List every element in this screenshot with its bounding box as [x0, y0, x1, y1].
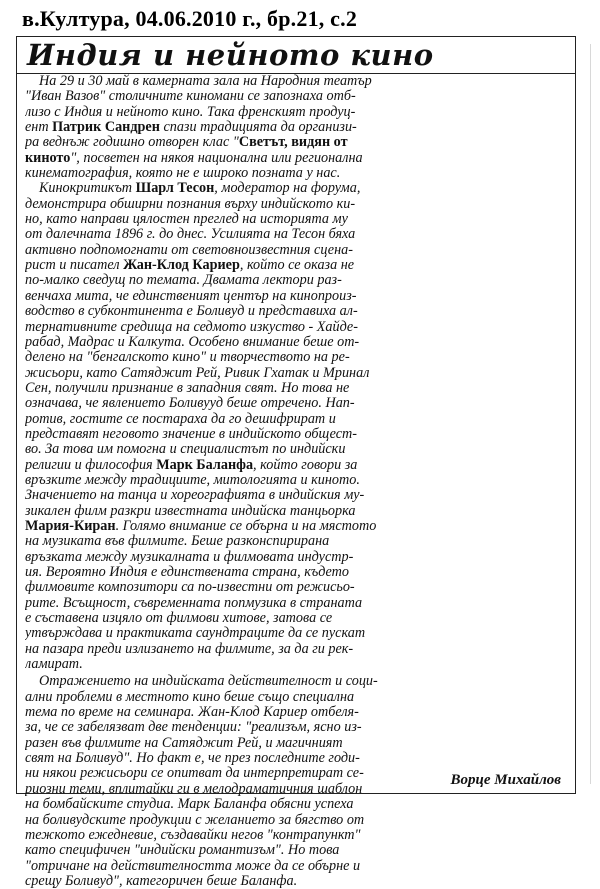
- line-text: водство в субконтинента е Боливуд и представиха ал-: [25, 304, 358, 320]
- article-line: [25, 565, 567, 580]
- line-text: връзката между музикалната и филмовата индустр-: [25, 549, 354, 565]
- article-line: [25, 797, 567, 812]
- line-text: демонстрира обширни познания върху индийското ки-: [25, 196, 356, 212]
- article-line: [25, 674, 567, 689]
- line-text: рите. Всъщност, съвременната попмузика в страната: [25, 595, 363, 611]
- line-text: утвърждава и практиката саундтраците да се пускат: [25, 626, 366, 642]
- article-line: [25, 381, 567, 396]
- article-line: [25, 611, 567, 626]
- article-line: [25, 105, 567, 120]
- line-text: рист и писател: [25, 258, 124, 274]
- line-text: ент: [25, 120, 53, 136]
- line-text: филмовите композитори са по-известни от режисьо-: [25, 580, 355, 596]
- article-line: [25, 504, 567, 519]
- line-text: ни някои режисьори се опитват да интерпретират се-: [25, 766, 364, 782]
- line-text: "Иван Вазов" столичните киномани се запознаха отб-: [25, 89, 356, 105]
- article-line: [25, 135, 567, 150]
- article-line: [25, 642, 567, 657]
- line-text: е съставена изцяло от филмови хитове, затова се: [25, 611, 333, 627]
- author-signature: Ворце Михайлов: [450, 772, 561, 788]
- line-text: ", посветен на някоя национална или регионална: [70, 150, 363, 166]
- article-line: [25, 197, 567, 212]
- article-line: [25, 442, 567, 457]
- article-line: [25, 550, 567, 565]
- line-text: риозни теми, вплитайки ги в мелодраматичния шаблон: [25, 781, 363, 797]
- line-text: на боливудските продукции с желанието за бягство от: [25, 812, 365, 828]
- article-line: [25, 350, 567, 365]
- line-text: делено на "бенгалското кино" и творчеството на ре-: [25, 350, 350, 366]
- article-line: [25, 74, 567, 89]
- line-text: , който говори за: [253, 457, 358, 473]
- article-line: [25, 181, 567, 196]
- article-line: [25, 243, 567, 258]
- line-text: разен във филмите на Сатяджит Рей, и магичният: [25, 735, 343, 751]
- line-text: ротив, гостите се постараха да го дешифрират и: [25, 411, 336, 427]
- article-body: [17, 74, 575, 889]
- line-text: , модератор на форума,: [214, 181, 361, 197]
- line-text: но, като направи цялостен преглед на историята му: [25, 212, 348, 228]
- article-line: [25, 874, 567, 889]
- line-text: ия. Вероятно Индия е единствената страна, където: [25, 565, 350, 580]
- line-text: на музиката във филмите. Беше разконспирирана: [25, 534, 330, 550]
- article-line: [25, 320, 567, 335]
- article-line: [25, 720, 567, 735]
- article-line: [25, 304, 567, 319]
- article-line: [25, 488, 567, 503]
- publication-source-line: в.Култура, 04.06.2010 г., бр.21, с.2: [22, 6, 358, 31]
- line-text: свят на Боливуд". Но факт е, че през последните годи-: [25, 751, 360, 767]
- line-text: представят неговото значение в индийското общест-: [25, 426, 357, 442]
- line-text: религии и философия: [25, 457, 157, 473]
- scan-edge-line: [590, 44, 591, 784]
- article-line: [25, 335, 567, 350]
- line-text: активно подпомогнати от световноизвестния сцена-: [25, 242, 353, 258]
- article-line: [25, 657, 567, 672]
- line-text: тема по време на семинара. Жан-Клод Кариер отбеля-: [25, 705, 359, 721]
- article-line: [25, 690, 567, 705]
- bold-name: Мария-Киран: [25, 518, 116, 534]
- line-text: кинематография, която не е широко позната у нас.: [25, 166, 341, 182]
- article-line: [25, 519, 567, 534]
- article-line: [25, 273, 567, 288]
- article-headline: Индия и нейното кино: [17, 39, 575, 74]
- line-text: по-малко сведущ по темата. Двамата лектори раз-: [25, 273, 342, 289]
- article-line: [25, 859, 567, 874]
- line-text: спази традицията да организи-: [159, 120, 357, 136]
- article-line: [25, 843, 567, 858]
- article-line: [25, 258, 567, 273]
- article-line: [25, 120, 567, 135]
- article-line: [25, 212, 567, 227]
- line-text: "отричане на действителността може да се обърне и: [25, 858, 361, 874]
- article-line: [25, 751, 567, 766]
- line-text: за, че се забелязват две тенденции: "реализъм, ясно из-: [25, 720, 362, 736]
- bold-name: киното: [25, 150, 71, 166]
- line-text: ални проблеми в местното кино беше също специална: [25, 689, 355, 705]
- article-line: [25, 736, 567, 751]
- article-line: [25, 813, 567, 828]
- line-text: рабад, Мадрас и Калкута. Особено внимание беше от-: [25, 334, 360, 350]
- article-line: [25, 289, 567, 304]
- line-text: като специфичен "индийски романтизъм". Но това: [25, 843, 340, 859]
- line-text: Отражението на индийската действителност и соци-: [39, 674, 378, 690]
- bold-name: Светът, видян от: [238, 135, 348, 151]
- article-line: [25, 151, 567, 166]
- bold-name: Шарл Тесон: [135, 181, 215, 197]
- line-text: во. За това им помогна и специалистът по индийски: [25, 442, 346, 458]
- line-text: на бомбайските студиа. Марк Баланфа обясни успеха: [25, 797, 354, 813]
- article-line: [25, 396, 567, 411]
- article-line: [25, 626, 567, 641]
- line-text: от далечната 1896 г. до днес. Усилията на Тесон бяха: [25, 227, 356, 243]
- article-line: [25, 458, 567, 473]
- article-line: [25, 534, 567, 549]
- line-text: лизо с Индия и нейното кино. Така френският продуц-: [25, 104, 356, 120]
- line-text: На 29 и 30 май в камерната зала на Народния театър: [39, 74, 372, 89]
- line-text: Значението на танца и хореографията в индийския му-: [25, 488, 365, 504]
- line-text: тернативните средища на седмото изкуство - Хайде-: [25, 319, 358, 335]
- line-text: ра веднъж годишно отворен клас ": [25, 135, 239, 151]
- article-line: [25, 427, 567, 442]
- line-text: означава, че явлението Боливууд беше отречено. Нап-: [25, 396, 355, 412]
- article-line: [25, 580, 567, 595]
- line-text: на пазара преди излизането на филмите, за да ги рек-: [25, 641, 354, 657]
- article-line: [25, 705, 567, 720]
- line-text: Сен, получили признание в западния свят. Но това не: [25, 380, 350, 396]
- bold-name: Марк Баланфа: [156, 457, 254, 473]
- newspaper-clipping: [16, 36, 576, 889]
- line-text: жисьори, като Сатяджит Рей, Ривик Гхатак и Мринал: [25, 365, 370, 381]
- article-line: [25, 596, 567, 611]
- article-line: [25, 366, 567, 381]
- bold-name: Жан-Клод Кариер: [123, 258, 240, 274]
- article-line: [25, 166, 567, 181]
- article-line: [25, 89, 567, 104]
- line-text: , който се оказа не: [239, 258, 355, 274]
- article-line: [25, 227, 567, 242]
- line-text: връзките между традициите, митологията и киното.: [25, 472, 360, 488]
- bold-name: Патрик Сандрен: [52, 120, 160, 136]
- line-text: срещу Боливуд", категоричен беше Баланфа.: [25, 873, 298, 889]
- line-text: зикален филм разкри известната индийска танцьорка: [25, 503, 356, 519]
- article-line: [25, 828, 567, 843]
- line-text: венчаха мита, че единственият център на кинопроиз-: [25, 288, 357, 304]
- article-line: [25, 412, 567, 427]
- line-text: Кинокритикът: [39, 181, 136, 197]
- article-line: [25, 473, 567, 488]
- line-text: ламират.: [25, 657, 83, 673]
- line-text: . Голямо внимание се обърна и на мястото: [115, 518, 377, 534]
- line-text: тежкото ежедневие, създавайки негов "контрапункт": [25, 827, 361, 843]
